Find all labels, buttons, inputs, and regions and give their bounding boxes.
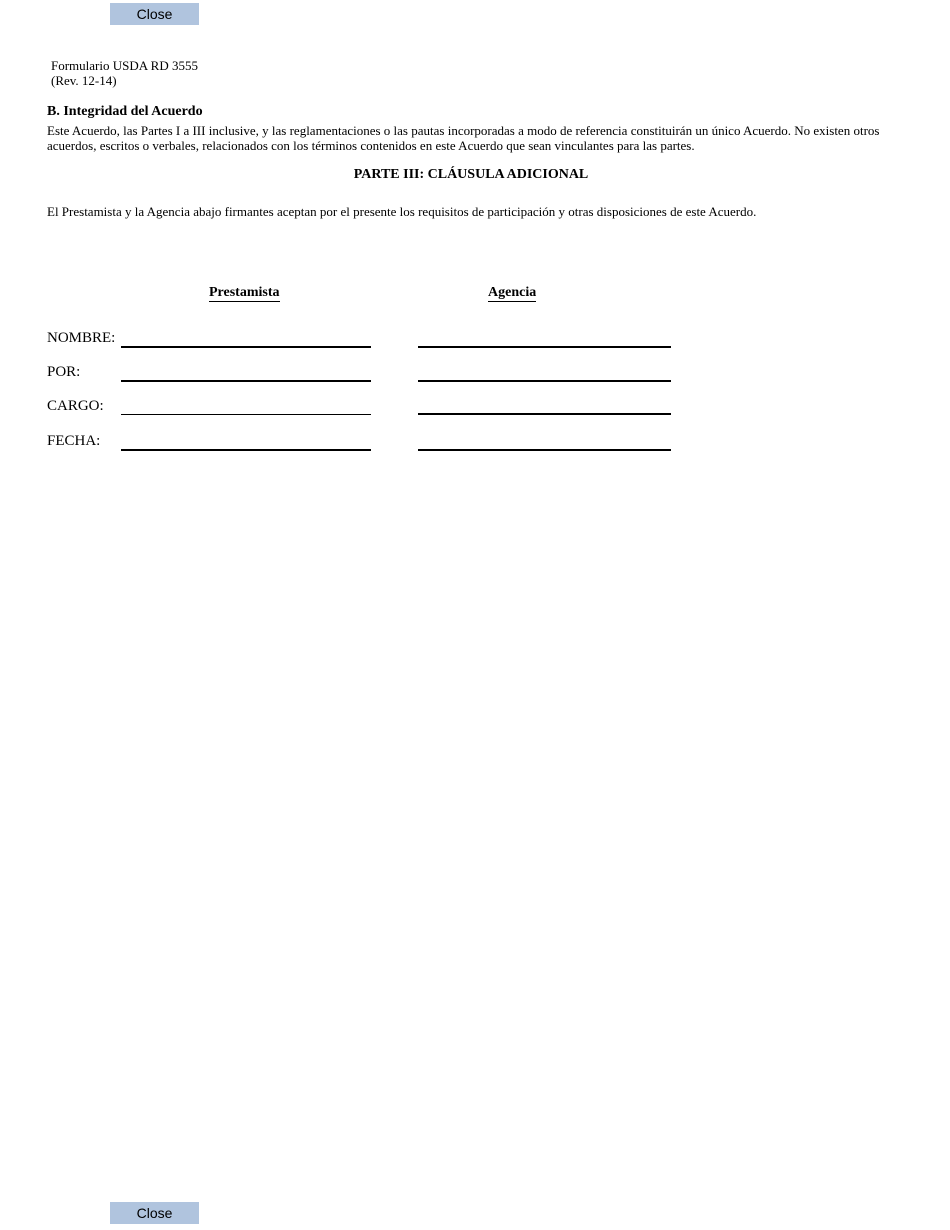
by-label: POR: (47, 364, 81, 380)
lender-date-line[interactable] (121, 449, 371, 451)
title-label: CARGO: (47, 398, 104, 414)
lender-by-line[interactable] (121, 380, 371, 382)
section-b-body: Este Acuerdo, las Partes I a III inclusive, y las reglamentaciones o las pautas incorporadas a modo de referencia constituirán un único Acuerdo. No existen otros acuerdos, escritos o verbales, relacionados con los términos contenidos en este Acuerdo que sean vinculantes para las partes. (47, 123, 880, 153)
agency-column-header: Agencia (488, 285, 537, 300)
form-identifier (51, 58, 198, 88)
section-b-heading: B. Integridad del Acuerdo (47, 104, 203, 119)
date-label: FECHA: (47, 433, 101, 449)
lender-column-header: Prestamista (209, 285, 280, 300)
lender-title-line[interactable] (121, 414, 371, 415)
agency-by-line[interactable] (418, 380, 671, 382)
name-label: NOMBRE: (47, 330, 116, 346)
agency-date-line[interactable] (418, 449, 671, 451)
agency-name-line[interactable] (418, 346, 671, 348)
agency-title-line[interactable] (418, 413, 671, 415)
close-button-bottom[interactable]: Close (110, 1202, 199, 1224)
close-button-top[interactable]: Close (110, 3, 199, 25)
form-number: Formulario USDA RD 3555 (51, 58, 198, 73)
lender-name-line[interactable] (121, 346, 371, 348)
form-revision: (Rev. 12-14) (51, 73, 117, 88)
part-iii-title: PARTE III: CLÁUSULA ADICIONAL (353, 167, 589, 182)
acceptance-statement: El Prestamista y la Agencia abajo firmantes aceptan por el presente los requisitos de participación y otras disposiciones de este Acuerdo. (47, 204, 757, 219)
